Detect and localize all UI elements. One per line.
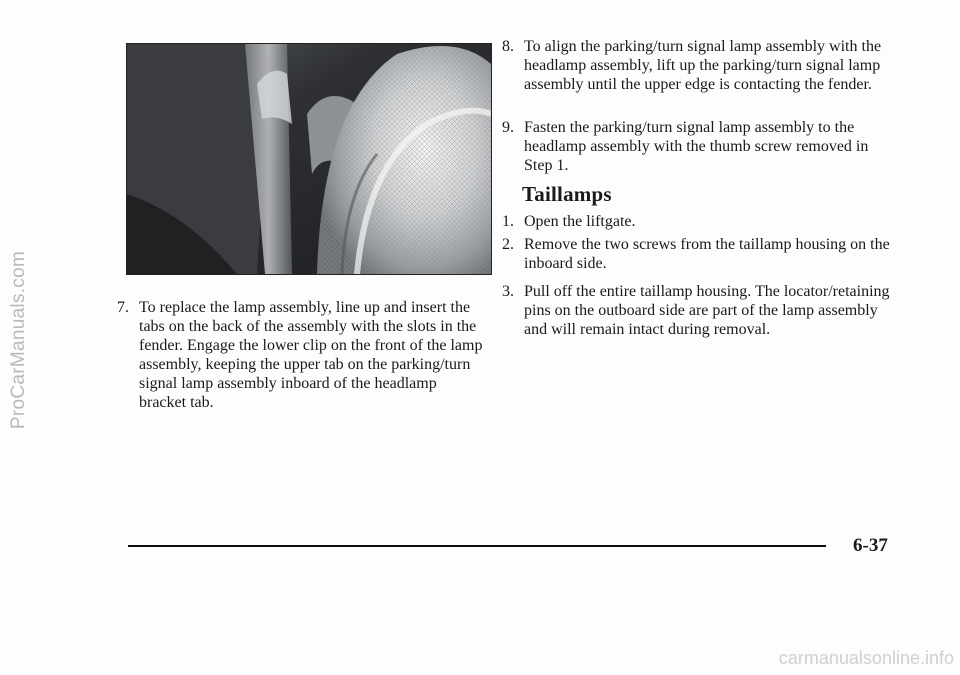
step-number: 9. bbox=[502, 119, 514, 136]
section-heading-taillamps: Taillamps bbox=[522, 182, 612, 206]
instruction-step-9 bbox=[502, 118, 892, 175]
lamp-assembly-photo bbox=[126, 43, 492, 275]
taillamp-step-1 bbox=[502, 212, 892, 231]
instruction-step-8 bbox=[502, 37, 892, 94]
step-text: To replace the lamp assembly, line up and insert the tabs on the back of the assembly with the slots in the fender. Engage the lower clip on the front of the lamp assembly, keeping the upper tab on the parking/turn signal lamp assembly inboard of the headlamp bracket tab. bbox=[139, 299, 483, 411]
step-number: 3. bbox=[502, 283, 514, 300]
step-text: Pull off the entire taillamp housing. The locator/retaining pins on the outboard side are part of the lamp assembly and will remain intact during removal. bbox=[524, 283, 890, 338]
step-number: 1. bbox=[502, 213, 514, 230]
page-number: 6-37 bbox=[853, 535, 888, 556]
step-text: Open the liftgate. bbox=[524, 213, 636, 230]
instruction-step-7 bbox=[117, 298, 487, 412]
taillamp-step-3 bbox=[502, 282, 892, 339]
step-text: Remove the two screws from the taillamp housing on the inboard side. bbox=[524, 236, 890, 272]
side-watermark bbox=[6, 60, 32, 620]
step-text: To align the parking/turn signal lamp assembly with the headlamp assembly, lift up the parking/turn signal lamp assembly until the upper edge is contacting the fender. bbox=[524, 38, 882, 93]
taillamp-step-2 bbox=[502, 235, 892, 273]
side-watermark-text: ProCarManuals.com bbox=[8, 250, 29, 430]
step-number: 8. bbox=[502, 38, 514, 55]
step-number: 7. bbox=[117, 299, 129, 316]
footer-watermark: carmanualsonline.info bbox=[778, 648, 954, 668]
footer-rule bbox=[128, 545, 826, 547]
step-text: Fasten the parking/turn signal lamp assembly to the headlamp assembly with the thumb screw removed in Step 1. bbox=[524, 119, 869, 174]
step-number: 2. bbox=[502, 236, 514, 253]
lamp-photo-illustration bbox=[127, 44, 491, 274]
